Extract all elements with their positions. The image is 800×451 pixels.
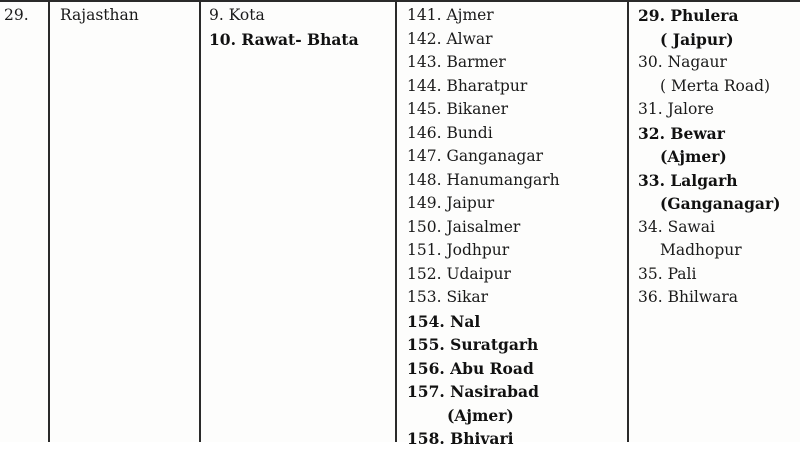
column-divider-2 (199, 0, 201, 442)
district-item: 155. Suratgarh (407, 335, 539, 354)
column-divider-4 (627, 0, 629, 442)
station-item: 29. Phulera (638, 6, 739, 25)
column-divider-3 (395, 0, 397, 442)
district-item: 147. Ganganagar (407, 147, 544, 165)
district-item: 143. Barmer (407, 53, 506, 71)
district-item: 150. Jaisalmer (407, 217, 521, 236)
station-item: (Ajmer) (660, 147, 727, 166)
station-item: (Ganganagar) (660, 194, 781, 213)
centres-cell (209, 4, 359, 51)
district-item: (Ajmer) (447, 405, 514, 425)
centre-item: 10. Rawat- Bhata (209, 29, 359, 49)
district-item: 151. Jodhpur (407, 241, 510, 259)
serial-cell (4, 4, 29, 28)
station-item: 33. Lalgarh (638, 170, 738, 190)
district-item: 152. Udaipur (407, 264, 511, 283)
district-item: 153. Sikar (407, 288, 489, 306)
district-item: 158. Bhivari (407, 429, 514, 448)
district-item: 157. Nasirabad (407, 382, 539, 401)
district-item: 149. Jaipur (407, 194, 495, 212)
top-border (0, 0, 800, 2)
district-item: 148. Hanumangarh (407, 170, 560, 189)
station-item: 30. Nagaur (638, 53, 727, 71)
centre-item: 9. Kota (209, 6, 265, 24)
district-item: 146. Bundi (407, 123, 493, 142)
district-item: 145. Bikaner (407, 100, 508, 118)
station-item: 35. Pali (638, 264, 697, 283)
district-item: 154. Nal (407, 311, 481, 331)
district-item: 144. Bharatpur (407, 76, 528, 95)
station-item: ( Merta Road) (660, 76, 771, 95)
serial-number: 29. (4, 6, 29, 24)
station-item: ( Jaipur) (660, 29, 734, 49)
station-item: Madhopur (660, 241, 742, 259)
station-item: 31. Jalore (638, 100, 714, 118)
station-item: 32. Bewar (638, 123, 725, 143)
district-item: 156. Abu Road (407, 358, 534, 378)
district-item: 141. Ajmer (407, 6, 494, 24)
districts-cell (407, 4, 560, 451)
station-item: 36. Bhilwara (638, 288, 739, 306)
stations-cell (638, 4, 780, 310)
state-name: Rajasthan (60, 6, 139, 24)
state-cell (60, 4, 139, 28)
column-divider-1 (48, 0, 50, 442)
district-item: 142. Alwar (407, 29, 493, 48)
station-item: 34. Sawai (638, 217, 715, 236)
